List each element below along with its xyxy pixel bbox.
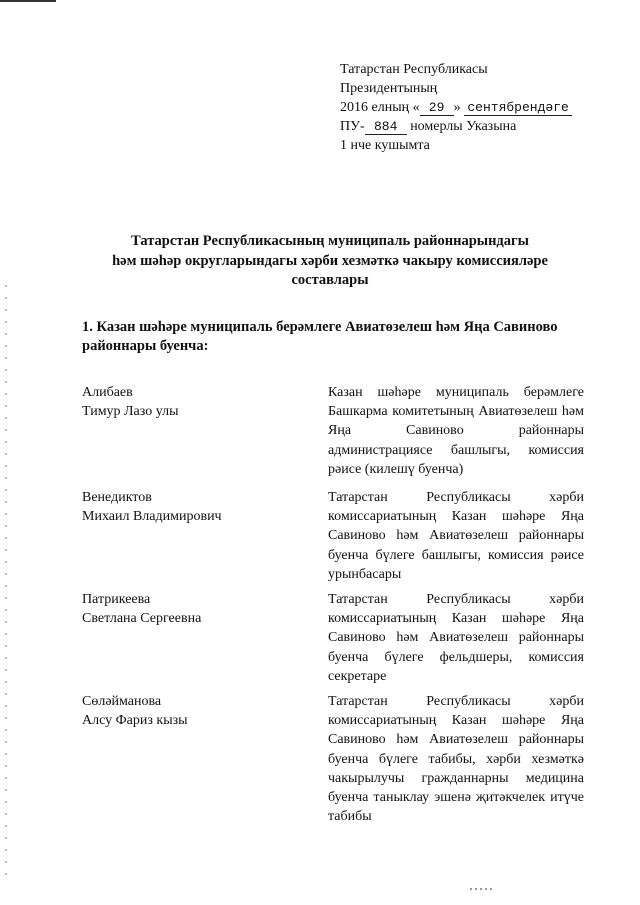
member-role: Татарстан Республикасы хәрби комиссариатының Казан шәһәре Яңа Савиново һәм Авиатөзелеш районнары буенча бүлеге башлыгы, комиссия рәисе урынбасары (328, 490, 584, 582)
member-surname: Венедиктов (82, 490, 152, 505)
annex-line-5: 1 нче кушымта (340, 138, 430, 153)
title-line-1: Татарстан Республикасының муниципаль районнарындагы (131, 233, 529, 249)
member-name (82, 383, 302, 421)
member-role: Татарстан Республикасы хәрби комиссариатының Казан шәһәре Яңа Савиново һәм Авиатөзелеш районнары буенча бүлеге табибы, хәрби хезмәткә чакырылучы гражданнарны медицина буенча таныклау эшенә җитәкчелек итүче табибы (328, 694, 584, 825)
member-name (82, 488, 302, 526)
date-mid: » (453, 100, 461, 115)
annex-header (340, 60, 572, 155)
member-given-name: Светлана Сергеевна (82, 611, 202, 626)
decree-suffix: номерлы Указына (410, 119, 517, 134)
annex-line-1: Татарстан Республикасы (340, 62, 488, 77)
date-month: сентябрендәге (464, 100, 572, 116)
scan-margin-dots (5, 285, 7, 875)
member-given-name: Михаил Владимирович (82, 509, 222, 524)
title-line-3: составлары (291, 272, 369, 288)
date-day: 29 (420, 100, 454, 116)
annex-date-line (340, 98, 572, 117)
section-heading: 1. Казан шәһәре муниципаль берәмлеге Авиатөзелеш һәм Яңа Савиново районнары буенча: (82, 319, 558, 354)
member-surname: Алибаев (82, 385, 133, 400)
member-surname: Сөләйманова (82, 694, 162, 709)
member-given-name: Алсу Фариз кызы (82, 713, 188, 728)
member-surname: Патрикеева (82, 592, 151, 607)
member-given-name: Тимур Лазо улы (82, 404, 179, 419)
header-rule (0, 0, 56, 2)
annex-line-2: Президентының (340, 81, 438, 96)
date-prefix: 2016 елның « (340, 100, 420, 115)
annex-decree-line (340, 117, 572, 136)
decree-number: 884 (365, 119, 407, 135)
member-name (82, 692, 302, 730)
member-role: Казан шәһәре муниципаль берәмлеге Башкарма комитетының Авиатөзелеш һәм Яңа Савиново районнары администрациясе башлыгы, комиссия рәисе (килешү буенча) (328, 385, 584, 477)
member-role: Татарстан Республикасы хәрби комиссариатының Казан шәһәре Яңа Савиново һәм Авиатөзелеш районнары буенча бүлеге фельдшеры, комиссия секретаре (328, 592, 584, 684)
scan-footer-dots (470, 888, 492, 890)
document-title (60, 232, 600, 291)
title-line-2: һәм шәһәр округларындагы хәрби хезмәткә чакыру комиссияләре (112, 252, 548, 269)
decree-prefix: ПУ- (340, 119, 365, 134)
member-name (82, 590, 302, 628)
